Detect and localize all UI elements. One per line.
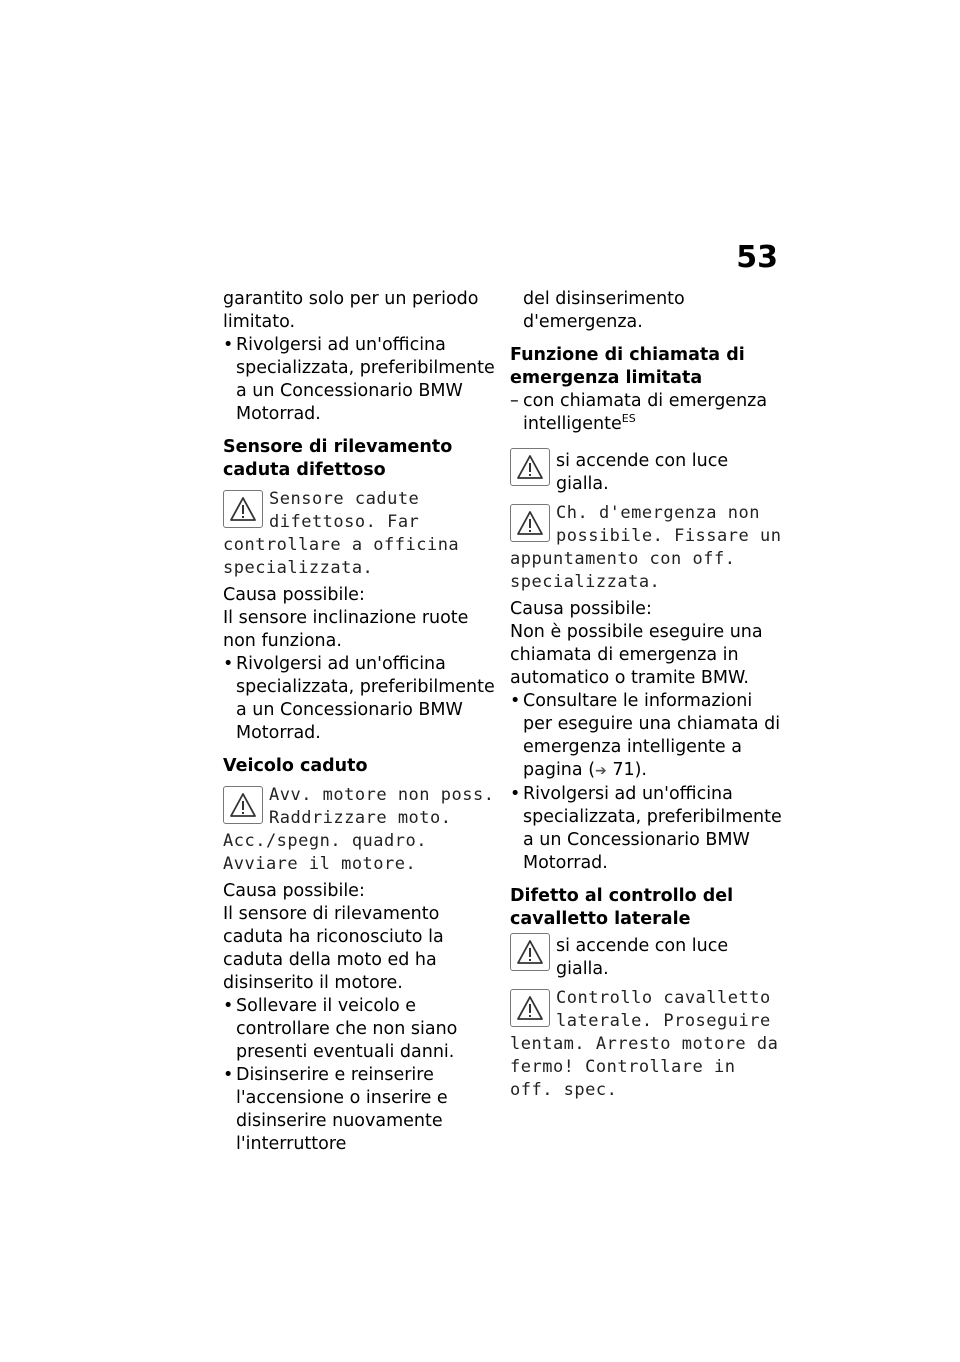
cause-label: Causa possibile:	[223, 585, 365, 605]
message-text: Avv. motore non poss. Raddrizzare moto. Acc./spegn. quadro. Avviare il motore.	[223, 785, 495, 874]
section-heading: Difetto al controllo del cavalletto laterale	[510, 886, 734, 929]
bullet-text: Consultare le informazioni per eseguire una chiamata di emergenza intelligente a pagina	[523, 691, 781, 780]
section-heading: Veicolo caduto	[223, 756, 368, 776]
warning-triangle-icon	[510, 448, 550, 486]
list-item: • Consultare le informazioni per eseguire una chiamata di emergenza intelligente a pagina (➔ 71).	[510, 690, 785, 783]
warning-lamp-line	[510, 446, 785, 496]
list-item: • Rivolgersi ad un'officina specializzata, preferibilmente a un Concessionario BMW Motorrad.	[223, 334, 495, 426]
warning-triangle-icon	[223, 490, 263, 528]
display-message	[223, 488, 495, 580]
warning-triangle-icon	[223, 786, 263, 824]
list-item: • Rivolgersi ad un'officina specializzata, preferibilmente a un Concessionario BMW Motorrad.	[223, 653, 495, 745]
display-message	[510, 987, 785, 1102]
intro-text: garantito solo per un periodo limitato.	[223, 289, 479, 332]
warning-lamp-line	[510, 931, 785, 981]
lamp-text: si accende con luce gialla.	[556, 936, 729, 979]
list-item: • Sollevare il veicolo e controllare che non siano presenti eventuali danni.	[223, 995, 495, 1064]
display-message	[223, 784, 495, 876]
warning-triangle-icon	[510, 504, 550, 542]
list-item: • Disinserire e reinserire l'accensione o inserire e disinserire nuovamente l'interruttore	[223, 1064, 495, 1156]
page-number: 53	[736, 240, 778, 275]
warning-triangle-icon	[510, 933, 550, 971]
cause-text: Il sensore inclinazione ruote non funziona.	[223, 608, 469, 651]
section-heading: Sensore di rilevamento caduta difettoso	[223, 437, 453, 480]
message-text: Sensore cadute difettoso. Far controllare a officina specializzata.	[223, 489, 460, 578]
left-column	[223, 288, 495, 1156]
display-message	[510, 502, 785, 594]
section-heading: Funzione di chiamata di emergenza limitata	[510, 345, 745, 388]
cause-label: Causa possibile:	[223, 881, 365, 901]
es-superscript: ES	[621, 412, 636, 426]
continuation-text: del disinserimento d'emergenza.	[523, 289, 685, 332]
cause-label: Causa possibile:	[510, 599, 652, 619]
cause-text: Non è possibile eseguire una chiamata di emergenza in automatico o tramite BMW.	[510, 622, 763, 688]
message-text: Controllo cavalletto laterale. Proseguire lentam. Arresto motore da fermo! Controllare in off. spec.	[510, 988, 779, 1100]
lamp-text: si accende con luce gialla.	[556, 451, 729, 494]
cause-text: Il sensore di rilevamento caduta ha riconosciuto la caduta della moto ed ha disinserito il motore.	[223, 904, 444, 993]
list-item: • Rivolgersi ad un'officina specializzata, preferibilmente a un Concessionario BMW Motorrad.	[510, 783, 785, 875]
message-text: Ch. d'emergenza non possibile. Fissare un appuntamento con off. specializzata.	[510, 503, 782, 592]
warning-triangle-icon	[510, 989, 550, 1027]
right-column	[510, 288, 785, 1102]
page-ref-arrow-icon: ➔	[595, 763, 607, 779]
list-item	[510, 390, 785, 436]
page-reference-link[interactable]: 71).	[612, 760, 647, 780]
dash-text: con chiamata di emergenza intelligente	[523, 391, 768, 434]
